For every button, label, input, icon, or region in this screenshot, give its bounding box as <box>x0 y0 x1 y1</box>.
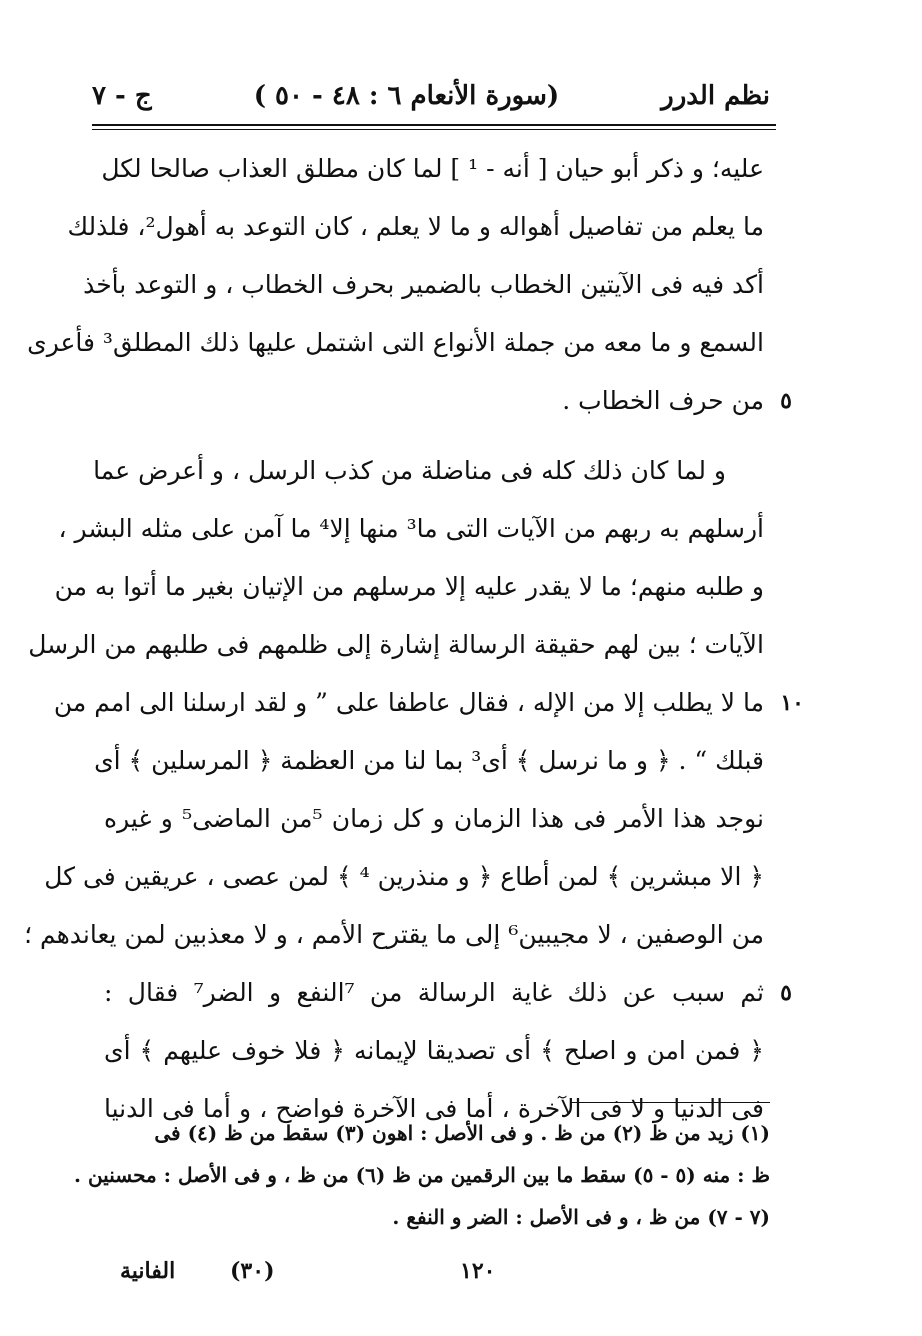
line-number: ٥ <box>780 980 792 1006</box>
text-line: نوجد هذا الأمر فى هذا الزمان و كل زمان ⁵من الماضى⁵ و غيره <box>104 804 764 833</box>
running-header <box>92 74 770 118</box>
text-line: ما يعلم من تفاصيل أهواله و ما لا يعلم ، كان التوعد به أهول²، فلذلك <box>67 212 764 241</box>
text-line-wrap <box>104 964 792 1022</box>
text-line: و لما كان ذلك كله فى مناضلة من كذب الرسل ، و أعرض عما <box>93 456 726 485</box>
text-line: السمع و ما معه من جملة الأنواع التى اشتمل عليها ذلك المطلق³ فأعرى <box>27 328 764 357</box>
text-line: من حرف الخطاب . <box>562 386 764 415</box>
volume-label: ج - ٧ <box>92 81 152 111</box>
footnote-line: (٧ - ٧) من ظ ، و فى الأصل : الضر و النفع . <box>392 1205 770 1229</box>
footnotes <box>74 1112 770 1238</box>
book-title: نظم الدرر <box>661 81 770 111</box>
footnote-line: (١) زيد من ظ (٢) من ظ . و فى الأصل : اهون (٣) سقط من ظ (٤) فى <box>154 1121 770 1145</box>
text-line: فى الدنيا و لا فى الآخرة ، أما فى الآخرة فواضح ، و أما فى الدنيا <box>104 1094 764 1123</box>
text-line: ما لا يطلب إلا من الإله ، فقال عاطفا على ” و لقد ارسلنا الى امم من <box>53 688 764 717</box>
text-line: أرسلهم به ربهم من الآيات التى ما³ منها إلا⁴ ما آمن على مثله البشر ، <box>58 514 764 543</box>
text-line: الآيات ؛ بين لهم حقيقة الرسالة إشارة إلى ظلمهم فى طلبهم من الرسل <box>28 630 764 659</box>
text-line-wrap <box>53 674 804 732</box>
page-footer <box>110 1258 610 1294</box>
text-line: و طلبه منهم؛ ما لا يقدر عليه إلا مرسلهم من الإتيان بغير ما أتوا به من <box>54 572 764 601</box>
paragraph-gap <box>104 430 764 442</box>
header-rule <box>92 124 776 126</box>
page-number: ١٢٠ <box>460 1258 496 1284</box>
text-line: من الوصفين ، لا مجيبين⁶ إلى ما يقترح الأمم ، و لا معذبين لمن يعاندهم ؛ <box>24 920 764 949</box>
footnote-rule <box>570 1102 770 1103</box>
text-line: ﴿ الا مبشرين ﴾ لمن أطاع ﴿ و منذرين ⁴ ﴾ لمن عصى ، عريقين فى كل <box>44 862 764 891</box>
text-line: أكد فيه فى الآيتين الخطاب بالضمير بحرف الخطاب ، و التوعد بأخذ <box>83 270 764 299</box>
surah-reference: (سورة الأنعام ٦ : ٤٨ - ٥٠ ) <box>253 81 560 111</box>
text-line: ﴿ فمن امن و اصلح ﴾ أى تصديقا لإيمانه ﴿ فلا خوف عليهم ﴾ أى <box>104 1036 764 1065</box>
line-number: ١٠ <box>780 690 804 716</box>
signature-label: الفانية <box>120 1258 176 1284</box>
header-rule-thin <box>92 129 776 130</box>
text-line-wrap <box>104 372 792 430</box>
body-text <box>24 140 804 1138</box>
footnote-line: ظ : منه (٥ - ٥) سقط ما بين الرقمين من ظ (٦) من ظ ، و فى الأصل : محسنين . <box>74 1163 770 1187</box>
text-line: ثم سبب عن ذلك غاية الرسالة من ⁷النفع و الضر⁷ فقال : <box>104 978 764 1007</box>
signature-number: (٣٠) <box>230 1258 275 1284</box>
text-line: عليه؛ و ذكر أبو حيان [ أنه - ¹ ] لما كان مطلق العذاب صالحا لكل <box>101 154 764 183</box>
text-line: قبلك “ . ﴿ و ما نرسل ﴾ أى³ بما لنا من العظمة ﴿ المرسلين ﴾ أى <box>94 746 764 775</box>
line-number: ٥ <box>780 388 792 414</box>
